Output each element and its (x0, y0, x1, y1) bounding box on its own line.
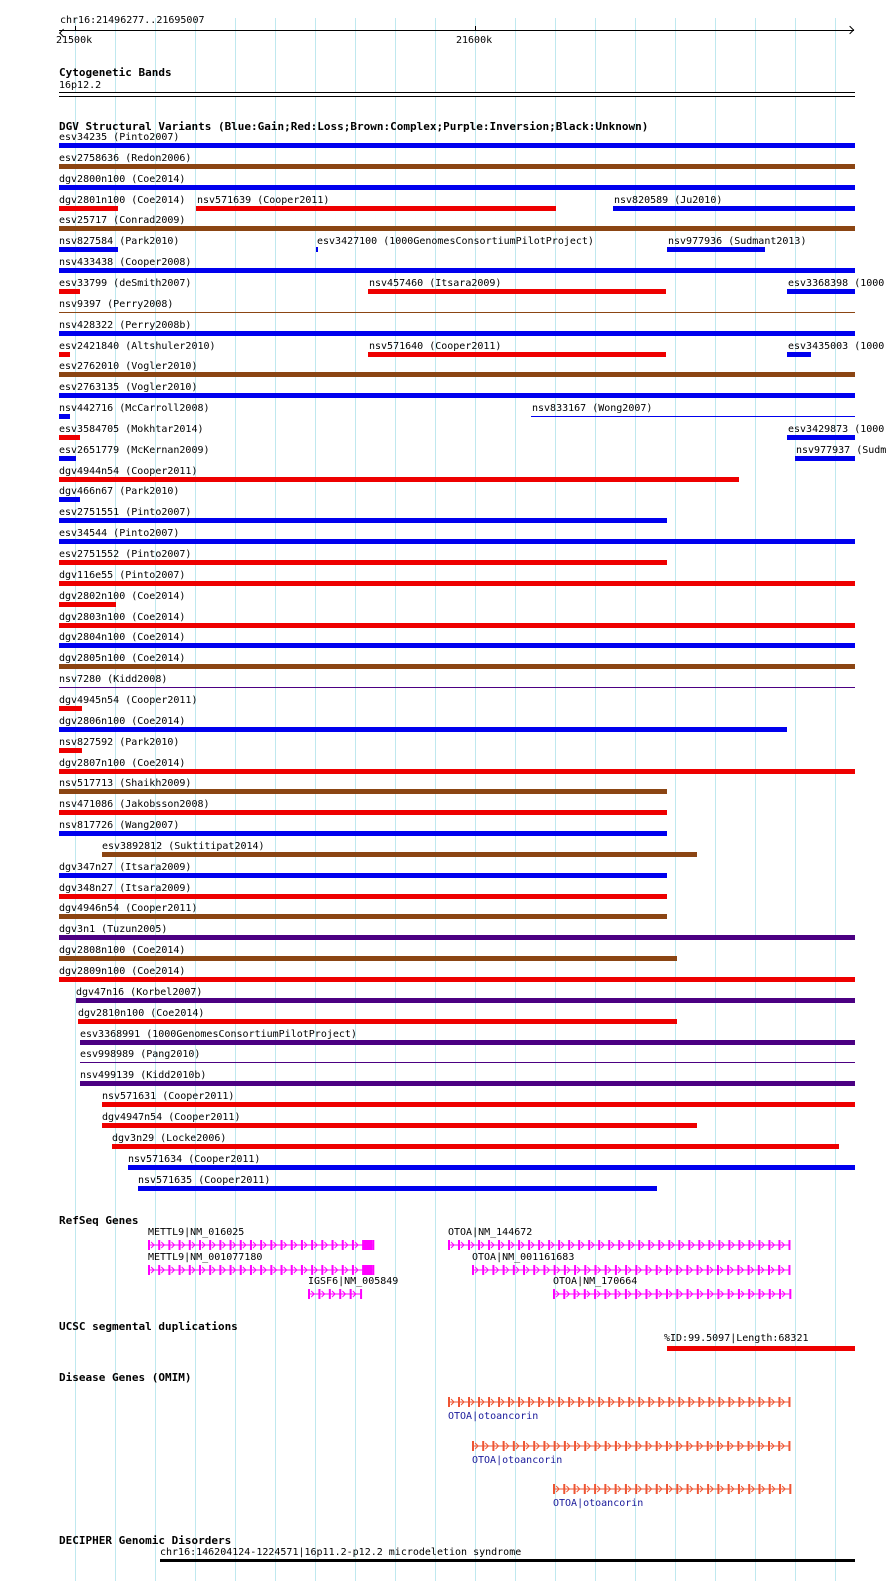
dgv-feature-bar[interactable] (59, 456, 76, 461)
dgv-feature-bar[interactable] (80, 1081, 855, 1086)
grid-line (515, 18, 516, 1581)
dgv-feature-bar[interactable] (78, 1019, 677, 1024)
dgv-feature-bar[interactable] (59, 497, 80, 502)
dgv-feature-label[interactable]: esv2651779 (McKernan2009) (59, 445, 210, 456)
refseq-gene-label[interactable]: IGSF6|NM_005849 (308, 1276, 399, 1287)
dgv-feature-bar[interactable] (59, 748, 82, 753)
dgv-feature-label[interactable]: dgv2804n100 (Coe2014) (59, 632, 186, 643)
dgv-feature-bar[interactable] (59, 268, 855, 273)
dgv-feature-bar[interactable] (59, 247, 118, 252)
dgv-feature-label[interactable]: nsv571640 (Cooper2011) (369, 341, 502, 352)
dgv-feature-label[interactable]: nsv428322 (Perry2008b) (59, 320, 192, 331)
dgv-feature-label[interactable]: esv2758636 (Redon2006) (59, 153, 192, 164)
grid-line (235, 18, 236, 1581)
dgv-feature-bar[interactable] (613, 206, 855, 211)
dgv-feature-label[interactable]: esv3368398 (1000 (788, 278, 885, 289)
dgv-feature-label[interactable]: dgv47n16 (Korbel2007) (76, 987, 203, 998)
dgv-feature-label[interactable]: dgv466n67 (Park2010) (59, 486, 180, 497)
dgv-feature-bar[interactable] (59, 414, 70, 419)
dgv-feature-label[interactable]: dgv2810n100 (Coe2014) (78, 1008, 205, 1019)
dgv-feature-bar[interactable] (59, 914, 667, 919)
dgv-feature-label[interactable]: dgv2806n100 (Coe2014) (59, 716, 186, 727)
dgv-feature-label[interactable]: nsv571634 (Cooper2011) (128, 1154, 261, 1165)
dgv-feature-label[interactable]: dgv2808n100 (Coe2014) (59, 945, 186, 956)
dgv-feature-label[interactable]: nsv517713 (Shaikh2009) (59, 778, 192, 789)
dgv-feature-bar[interactable] (59, 810, 667, 815)
dgv-feature-label[interactable]: nsv817726 (Wang2007) (59, 820, 180, 831)
dgv-feature-label[interactable]: esv3429873 (1000 (788, 424, 885, 435)
ruler-tick-left (75, 26, 76, 31)
refseq-gene-glyph[interactable] (448, 1239, 792, 1251)
dgv-feature-bar[interactable] (59, 623, 855, 628)
refseq-gene-glyph[interactable] (472, 1264, 792, 1276)
refseq-track-title[interactable]: RefSeq Genes (59, 1214, 139, 1227)
dgv-feature-label[interactable]: dgv4944n54 (Cooper2011) (59, 466, 198, 477)
refseq-gene-label[interactable]: METTL9|NM_016025 (148, 1227, 245, 1238)
dgv-feature-bar[interactable] (80, 1062, 855, 1063)
dgv-feature-label[interactable]: dgv348n27 (Itsara2009) (59, 883, 192, 894)
refseq-gene-glyph[interactable] (148, 1239, 376, 1251)
dgv-feature-bar[interactable] (59, 164, 855, 169)
dgv-feature-bar[interactable] (59, 185, 855, 190)
dgv-feature-label[interactable]: esv25717 (Conrad2009) (59, 215, 186, 226)
dgv-feature-label[interactable]: nsv977937 (Sudm (796, 445, 887, 456)
dgv-feature-bar[interactable] (59, 769, 855, 774)
dgv-feature-label[interactable]: dgv347n27 (Itsara2009) (59, 862, 192, 873)
cytoband-bar[interactable] (59, 92, 855, 97)
dgv-feature-label[interactable]: dgv116e55 (Pinto2007) (59, 570, 186, 581)
dgv-feature-bar[interactable] (368, 352, 666, 357)
dgv-feature-bar[interactable] (59, 226, 855, 231)
tick-label-21600k: 21600k (456, 35, 493, 46)
dgv-feature-bar[interactable] (59, 143, 855, 148)
dgv-feature-bar[interactable] (196, 206, 556, 211)
dgv-feature-bar[interactable] (59, 331, 855, 336)
dgv-feature-label[interactable]: esv2421840 (Altshuler2010) (59, 341, 216, 352)
omim-gene-label[interactable]: OTOA|otoancorin (448, 1411, 539, 1422)
dgv-feature-label[interactable]: dgv2807n100 (Coe2014) (59, 758, 186, 769)
dgv-feature-label[interactable]: esv2763135 (Vogler2010) (59, 382, 198, 393)
dgv-feature-bar[interactable] (59, 372, 855, 377)
dgv-feature-bar[interactable] (787, 352, 811, 357)
grid-line (315, 18, 316, 1581)
dgv-feature-bar[interactable] (59, 560, 667, 565)
dgv-feature-bar[interactable] (59, 831, 667, 836)
dgv-feature-bar[interactable] (138, 1186, 657, 1191)
cytoband-label: 16p12.2 (59, 80, 102, 91)
grid-line (435, 18, 436, 1581)
dgv-feature-bar[interactable] (787, 435, 855, 440)
grid-line (595, 18, 596, 1581)
dgv-feature-label[interactable]: dgv4946n54 (Cooper2011) (59, 903, 198, 914)
dgv-feature-label[interactable]: nsv471086 (Jakobsson2008) (59, 799, 210, 810)
dgv-feature-label[interactable]: nsv571635 (Cooper2011) (138, 1175, 271, 1186)
dgv-feature-bar[interactable] (59, 956, 677, 961)
dgv-feature-label[interactable]: dgv2800n100 (Coe2014) (59, 174, 186, 185)
dgv-feature-label[interactable]: esv2751551 (Pinto2007) (59, 507, 192, 518)
omim-track-title[interactable]: Disease Genes (OMIM) (59, 1371, 192, 1384)
dgv-feature-label[interactable]: esv3892812 (Suktitipat2014) (102, 841, 265, 852)
dgv-feature-label[interactable]: nsv571639 (Cooper2011) (197, 195, 330, 206)
dgv-feature-label[interactable]: nsv9397 (Perry2008) (59, 299, 174, 310)
dgv-feature-label[interactable]: nsv7280 (Kidd2008) (59, 674, 168, 685)
dgv-feature-bar[interactable] (59, 873, 667, 878)
dgv-feature-label[interactable]: dgv4945n54 (Cooper2011) (59, 695, 198, 706)
dgv-feature-bar[interactable] (59, 289, 80, 294)
refseq-gene-label[interactable]: OTOA|NM_170664 (553, 1276, 638, 1287)
omim-gene-glyph[interactable] (448, 1396, 792, 1408)
segdup-label[interactable]: %ID:99.5097|Length:68321 (664, 1333, 809, 1344)
dgv-feature-label[interactable]: esv34544 (Pinto2007) (59, 528, 180, 539)
dgv-track-title[interactable]: DGV Structural Variants (Blue:Gain;Red:Loss;Brown:Complex;Purple:Inversion;Black:Unknown) (59, 120, 649, 133)
dgv-feature-label[interactable]: esv34235 (Pinto2007) (59, 132, 180, 143)
dgv-feature-label[interactable]: esv3584705 (Mokhtar2014) (59, 424, 204, 435)
dgv-feature-bar[interactable] (59, 206, 118, 211)
dgv-feature-bar[interactable] (112, 1144, 839, 1149)
dgv-feature-bar[interactable] (59, 435, 80, 440)
dgv-feature-label[interactable]: esv3427100 (1000GenomesConsortiumPilotProject) (317, 236, 594, 247)
dgv-feature-bar[interactable] (59, 894, 667, 899)
decipher-label[interactable]: chr16:14620412​4-1224571|16p11.2-p12.2 microdeletion syndrome (160, 1547, 522, 1558)
dgv-feature-bar[interactable] (59, 643, 855, 648)
dgv-feature-bar[interactable] (59, 477, 739, 482)
dgv-feature-bar[interactable] (59, 393, 855, 398)
dgv-feature-label[interactable]: nsv442716 (McCarroll2008) (59, 403, 210, 414)
dgv-feature-bar[interactable] (531, 416, 855, 417)
decipher-feature[interactable] (160, 1559, 855, 1562)
dgv-feature-bar[interactable] (80, 1040, 855, 1045)
dgv-feature-label[interactable]: dgv2801n100 (Coe2014) (59, 195, 186, 206)
grid-line (355, 18, 356, 1581)
dgv-feature-label[interactable]: dgv2809n100 (Coe2014) (59, 966, 186, 977)
dgv-feature-label[interactable]: dgv3n29 (Locke2006) (112, 1133, 227, 1144)
grid-line (555, 18, 556, 1581)
dgv-feature-bar[interactable] (59, 789, 667, 794)
dgv-feature-bar[interactable] (59, 581, 855, 586)
decipher-track-title[interactable]: DECIPHER Genomic Disorders (59, 1534, 232, 1547)
dgv-feature-bar[interactable] (59, 727, 787, 732)
refseq-gene-glyph[interactable] (553, 1288, 793, 1300)
dgv-feature-bar[interactable] (59, 539, 855, 544)
dgv-feature-label[interactable]: nsv457460 (Itsara2009) (369, 278, 502, 289)
dgv-feature-bar[interactable] (59, 687, 855, 688)
segdup-feature[interactable] (667, 1346, 855, 1351)
cytoband-track-title[interactable]: Cytogenetic Bands (59, 66, 172, 79)
dgv-feature-label[interactable]: nsv833167 (Wong2007) (532, 403, 653, 414)
dgv-feature-bar[interactable] (368, 289, 666, 294)
dgv-feature-label[interactable]: dgv2805n100 (Coe2014) (59, 653, 186, 664)
dgv-feature-label[interactable]: esv3435003 (1000 (788, 341, 885, 352)
dgv-feature-bar[interactable] (667, 247, 765, 252)
dgv-feature-bar[interactable] (59, 352, 70, 357)
ruler-axis (59, 30, 854, 31)
omim-gene-glyph[interactable] (472, 1440, 792, 1452)
refseq-gene-label[interactable]: METTL9|NM_001077180 (148, 1252, 263, 1263)
segdup-track-title[interactable]: UCSC segmental duplications (59, 1320, 238, 1333)
dgv-feature-label[interactable]: esv998989 (Pang2010) (80, 1049, 201, 1060)
dgv-feature-bar[interactable] (59, 664, 855, 669)
dgv-feature-bar[interactable] (59, 935, 855, 940)
refseq-gene-glyph[interactable] (308, 1288, 364, 1300)
dgv-feature-bar[interactable] (102, 852, 697, 857)
dgv-feature-bar[interactable] (59, 312, 855, 313)
dgv-feature-bar[interactable] (787, 289, 855, 294)
dgv-feature-label[interactable]: esv2751552 (Pinto2007) (59, 549, 192, 560)
grid-line (635, 18, 636, 1581)
dgv-feature-bar[interactable] (316, 247, 318, 252)
dgv-feature-bar[interactable] (102, 1102, 855, 1107)
dgv-feature-label[interactable]: dgv4947n54 (Cooper2011) (102, 1112, 241, 1123)
dgv-feature-label[interactable]: esv33799 (deSmith2007) (59, 278, 192, 289)
omim-gene-label[interactable]: OTOA|otoancorin (472, 1455, 563, 1466)
dgv-feature-label[interactable]: nsv433438 (Cooper2008) (59, 257, 192, 268)
dgv-feature-label[interactable]: nsv977936 (Sudmant2013) (668, 236, 807, 247)
refseq-gene-label[interactable]: OTOA|NM_001161683 (472, 1252, 575, 1263)
dgv-feature-label[interactable]: dgv2802n100 (Coe2014) (59, 591, 186, 602)
dgv-feature-bar[interactable] (59, 518, 667, 523)
dgv-feature-label[interactable]: esv2762010 (Vogler2010) (59, 361, 198, 372)
omim-gene-label[interactable]: OTOA|otoancorin (553, 1498, 644, 1509)
dgv-feature-label[interactable]: nsv820589 (Ju2010) (614, 195, 723, 206)
ruler-tick-mid (475, 26, 476, 31)
dgv-feature-bar[interactable] (102, 1123, 697, 1128)
grid-line (275, 18, 276, 1581)
dgv-feature-bar[interactable] (795, 456, 855, 461)
tick-label-21500k: 21500k (56, 35, 93, 46)
grid-line (475, 18, 476, 1581)
dgv-feature-bar[interactable] (59, 706, 82, 711)
refseq-gene-glyph[interactable] (148, 1264, 376, 1276)
dgv-feature-label[interactable]: esv3368991 (1000GenomesConsortiumPilotProject) (80, 1029, 357, 1040)
dgv-feature-label[interactable]: dgv3n1 (Tuzun2005) (59, 924, 168, 935)
dgv-feature-label[interactable]: nsv571631 (Cooper2011) (102, 1091, 235, 1102)
omim-gene-glyph[interactable] (553, 1483, 793, 1495)
dgv-feature-bar[interactable] (76, 998, 855, 1003)
refseq-gene-label[interactable]: OTOA|NM_144672 (448, 1227, 533, 1238)
region-label: chr16:21496277..21695007 (60, 15, 205, 26)
dgv-feature-label[interactable]: nsv827592 (Park2010) (59, 737, 180, 748)
dgv-feature-label[interactable]: dgv2803n100 (Coe2014) (59, 612, 186, 623)
dgv-feature-bar[interactable] (59, 977, 855, 982)
dgv-feature-label[interactable]: nsv827584 (Park2010) (59, 236, 180, 247)
dgv-feature-bar[interactable] (128, 1165, 855, 1170)
dgv-feature-bar[interactable] (59, 602, 116, 607)
dgv-feature-label[interactable]: nsv499139 (Kidd2010b) (80, 1070, 207, 1081)
grid-line (395, 18, 396, 1581)
